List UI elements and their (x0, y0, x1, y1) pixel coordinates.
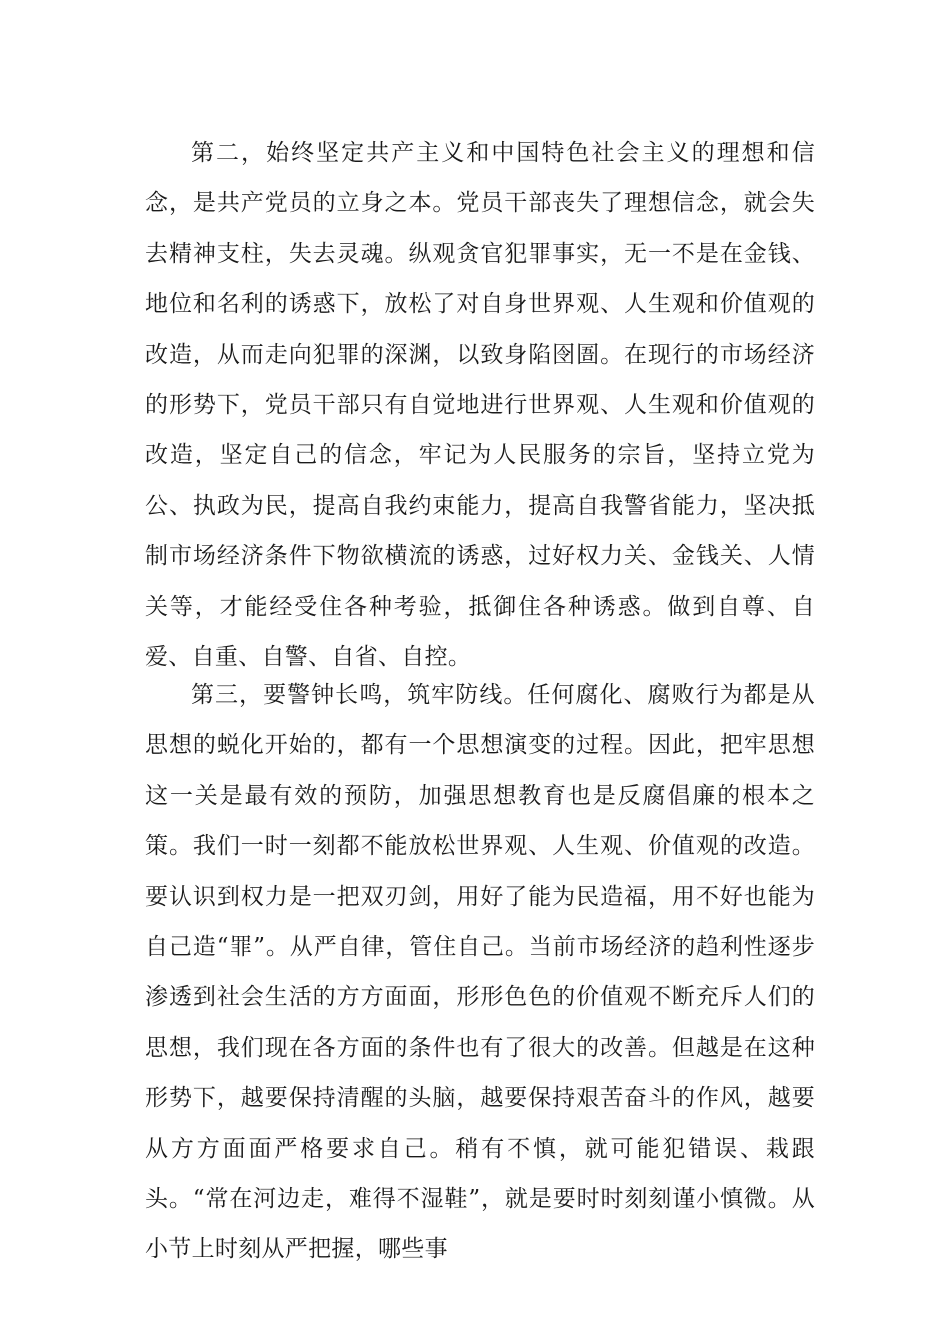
paragraph-second: 第二，始终坚定共产主义和中国特色社会主义的理想和信念，是共产党员的立身之本。党员干部丧失了理想信念，就会失去精神支柱，失去灵魂。纵观贪官犯罪事实，无一不是在金钱、地位和名利的诱惑下，放松了对自身世界观、人生观和价值观的改造，从而走向犯罪的深渊，以致身陷囹圄。在现行的市场经济的形势下，党员干部只有自觉地进行世界观、人生观和价值观的改造，坚定自己的信念，牢记为人民服务的宗旨，坚持立党为公、执政为民，提高自我约束能力，提高自我警省能力，坚决抵制市场经济条件下物欲横流的诱惑，过好权力关、金钱关、人情关等，才能经受住各种考验，抵御住各种诱惑。做到自尊、自爱、自重、自警、自省、自控。 (145, 140, 815, 671)
paragraph-third: 第三，要警钟长鸣，筑牢防线。任何腐化、腐败行为都是从思想的蜕化开始的，都有一个思想演变的过程。因此，把牢思想这一关是最有效的预防，加强思想教育也是反腐倡廉的根本之策。我们一时一刻都不能放松世界观、人生观、价值观的改造。要认识到权力是一把双刃剑，用好了能为民造福，用不好也能为自己造“罪”。从严自律，管住自己。当前市场经济的趋利性逐步渗透到社会生活的方方面面，形形色色的价值观不断充斥人们的思想，我们现在各方面的条件也有了很大的改善。但越是在这种形势下，越要保持清醒的头脑，越要保持艰苦奋斗的作风，越要从方方面面严格要求自己。稍有不慎，就可能犯错误、栽跟头。“常在河边走，难得不湿鞋”，就是要时时刻刻谨小慎微。从小节上时刻从严把握，哪些事 (145, 682, 815, 1263)
